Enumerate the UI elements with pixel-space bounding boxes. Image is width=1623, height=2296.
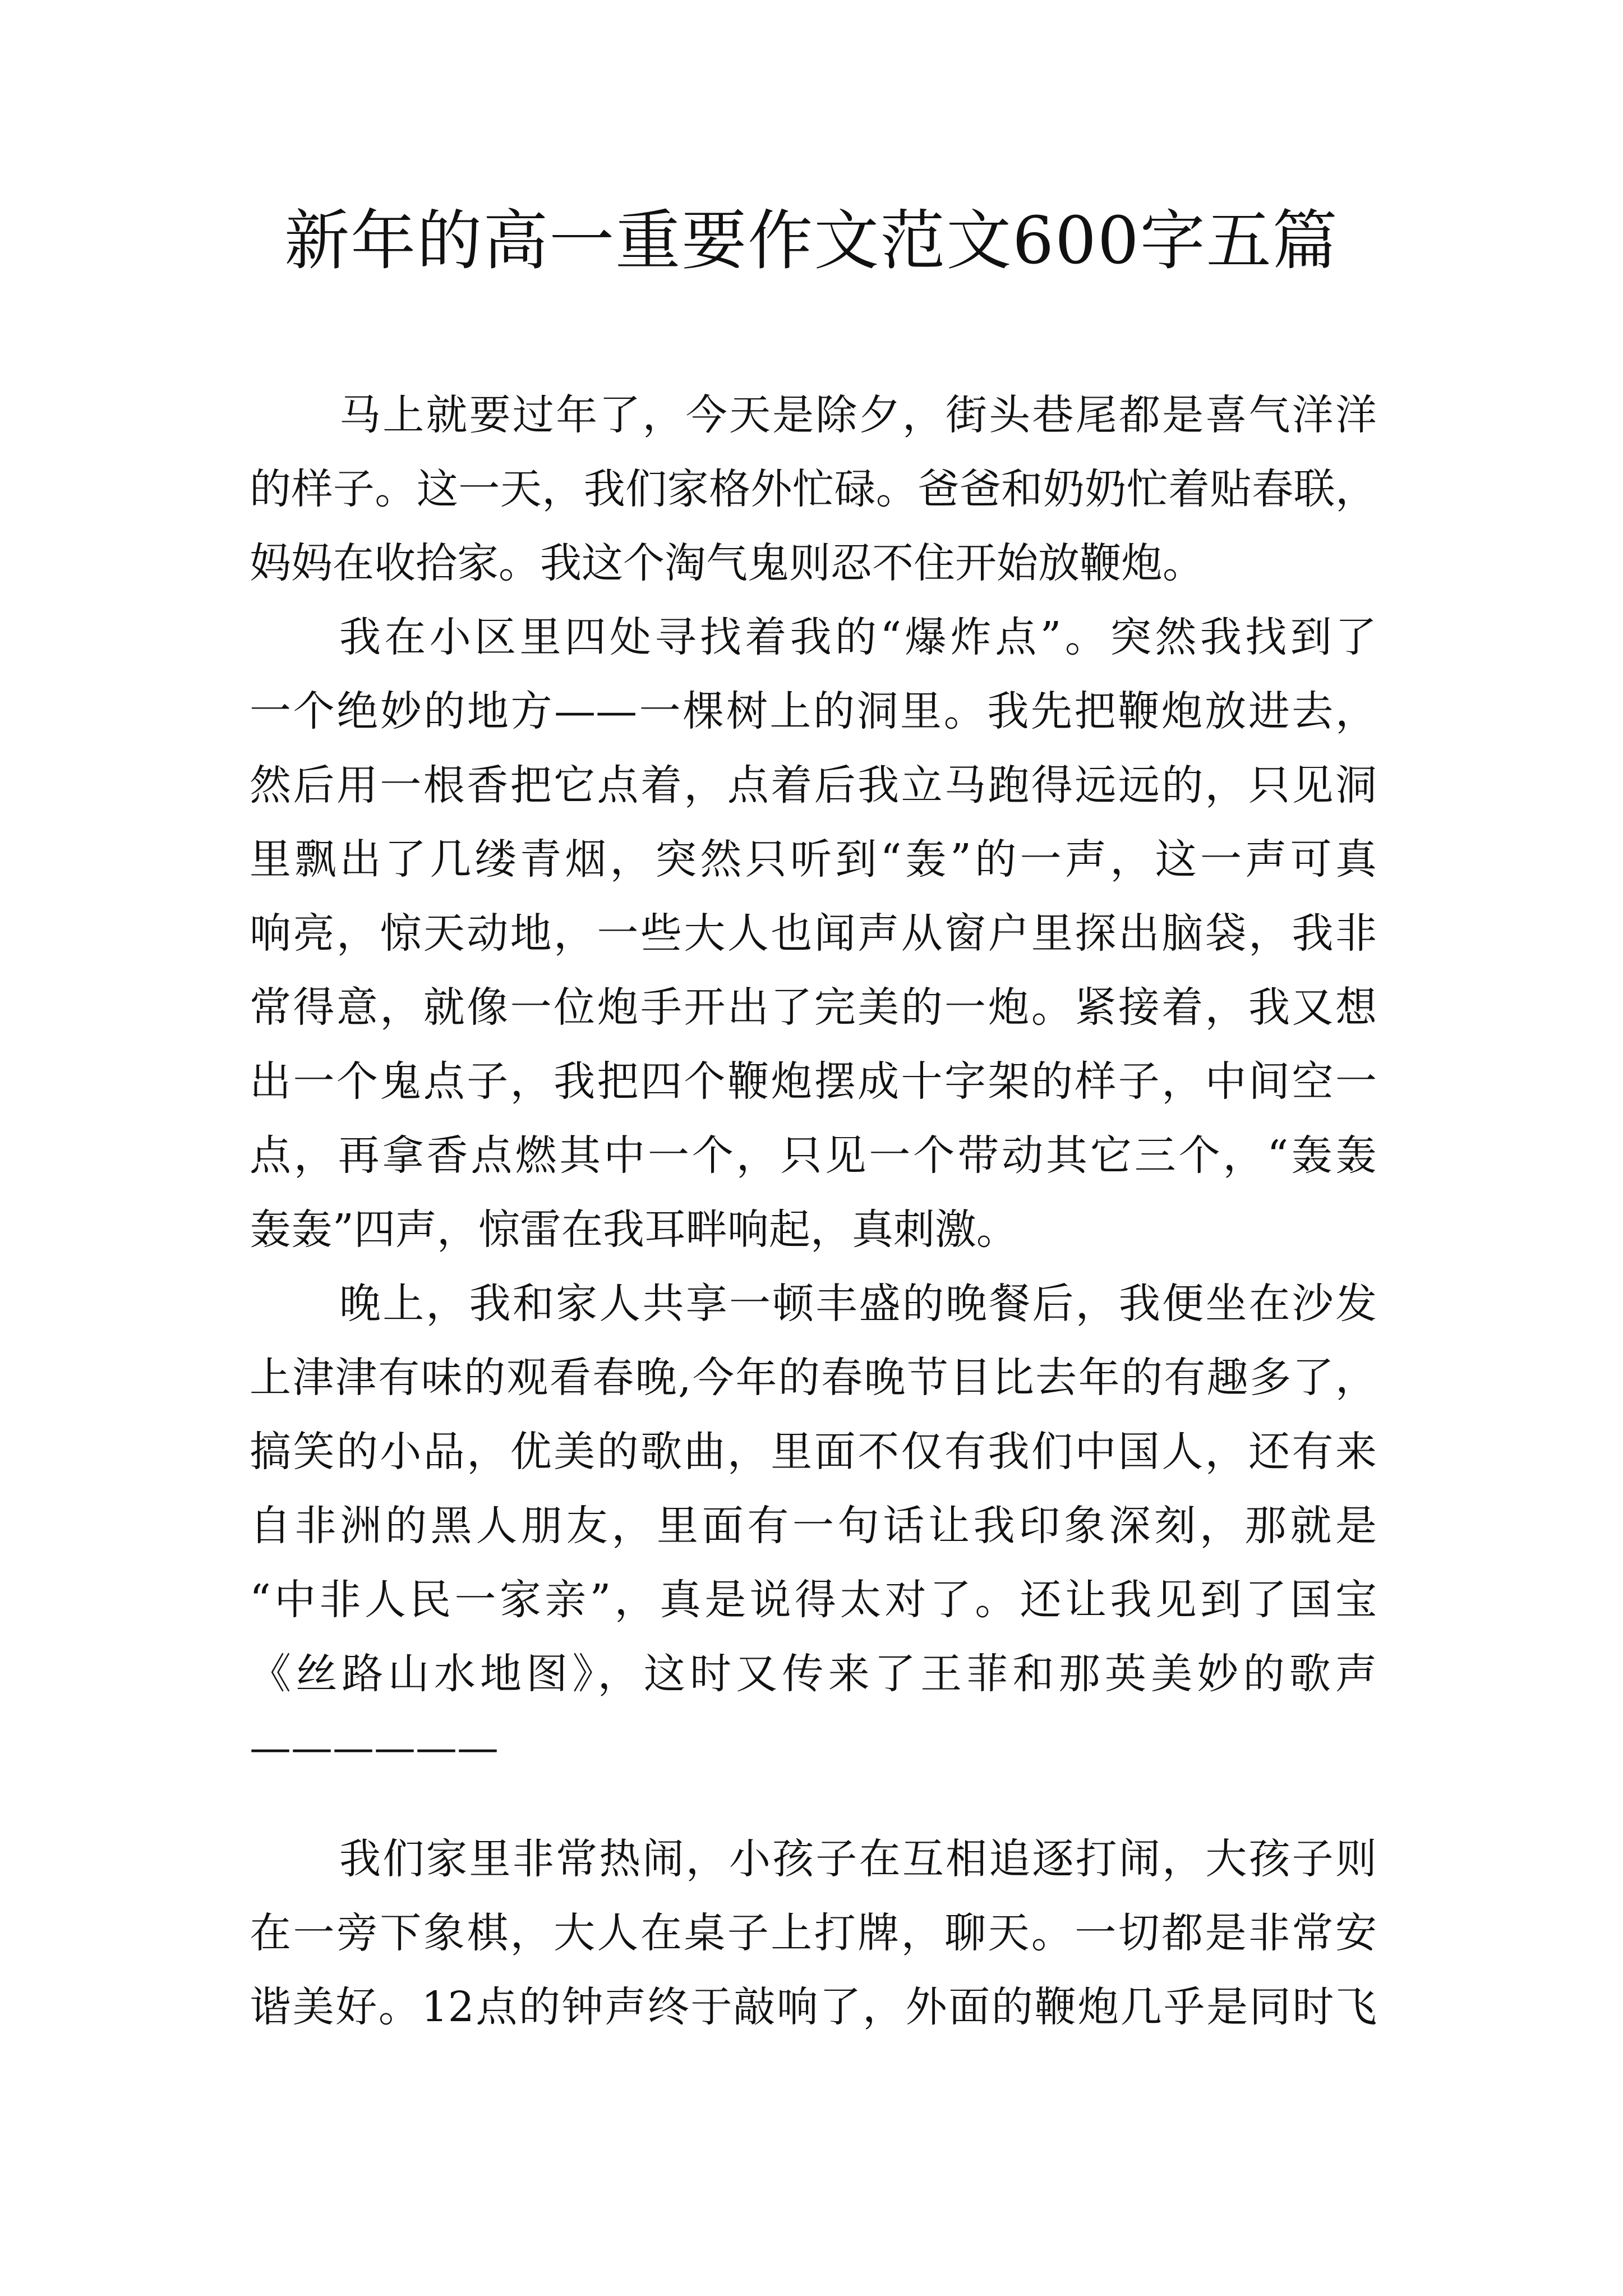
paragraph-3-line-5: “中非人民一家亲”，真是说得太对了。还让我见到了国宝 bbox=[250, 1576, 1377, 1624]
paragraph-2-line-8: 点，再拿香点燃其中一个，只见一个带动其它三个，“轰轰 bbox=[250, 1131, 1377, 1180]
paragraph-2-line-7: 出一个鬼点子，我把四个鞭炮摆成十字架的样子，中间空一 bbox=[250, 1057, 1377, 1106]
paragraph-2-line-3: 然后用一根香把它点着，点着后我立马跑得远远的，只见洞 bbox=[250, 761, 1377, 809]
paragraph-2-line-9: 轰轰”四声，惊雷在我耳畔响起，真刺激。 bbox=[250, 1205, 1018, 1254]
paragraph-4-line-3: 谐美好。12点的钟声终于敲响了，外面的鞭炮几乎是同时飞 bbox=[250, 1983, 1377, 2031]
paragraph-4-line-2: 在一旁下象棋，大人在桌子上打牌，聊天。一切都是非常安 bbox=[250, 1909, 1377, 1957]
paragraph-3-line-7: —————— bbox=[250, 1724, 499, 1772]
paragraph-4-line-1: 我们家里非常热闹，小孩子在互相追逐打闹，大孩子则 bbox=[339, 1835, 1377, 1883]
document-title: 新年的高一重要作文范文600字五篇 bbox=[284, 203, 1339, 279]
paragraph-1-line-2: 的样子。这一天，我们家格外忙碌。爸爸和奶奶忙着贴春联， bbox=[250, 465, 1377, 513]
paragraph-1-line-1: 马上就要过年了，今天是除夕，街头巷尾都是喜气洋洋 bbox=[339, 391, 1377, 439]
paragraph-2-line-4: 里飘出了几缕青烟，突然只听到“轰”的一声，这一声可真 bbox=[250, 835, 1377, 884]
paragraph-2-line-5: 响亮，惊天动地，一些大人也闻声从窗户里探出脑袋，我非 bbox=[250, 909, 1377, 958]
paragraph-3-line-4: 自非洲的黑人朋友，里面有一句话让我印象深刻，那就是 bbox=[250, 1502, 1377, 1550]
paragraph-2-line-6: 常得意，就像一位炮手开出了完美的一炮。紧接着，我又想 bbox=[250, 983, 1377, 1032]
paragraph-2-line-1: 我在小区里四处寻找着我的“爆炸点”。突然我找到了 bbox=[339, 613, 1377, 661]
paragraph-1-line-3: 妈妈在收拾家。我这个淘气鬼则忍不住开始放鞭炮。 bbox=[250, 539, 1204, 587]
paragraph-3-line-1: 晚上，我和家人共享一顿丰盛的晚餐后，我便坐在沙发 bbox=[339, 1280, 1377, 1328]
paragraph-3-line-6: 《丝路山水地图》，这时又传来了王菲和那英美妙的歌声 bbox=[250, 1650, 1377, 1698]
paragraph-2-line-2: 一个绝妙的地方——一棵树上的洞里。我先把鞭炮放进去， bbox=[250, 687, 1377, 735]
paragraph-3-line-3: 搞笑的小品，优美的歌曲，里面不仅有我们中国人，还有来 bbox=[250, 1428, 1377, 1476]
paragraph-3-line-2: 上津津有味的观看春晚,今年的春晚节目比去年的有趣多了， bbox=[250, 1354, 1377, 1402]
